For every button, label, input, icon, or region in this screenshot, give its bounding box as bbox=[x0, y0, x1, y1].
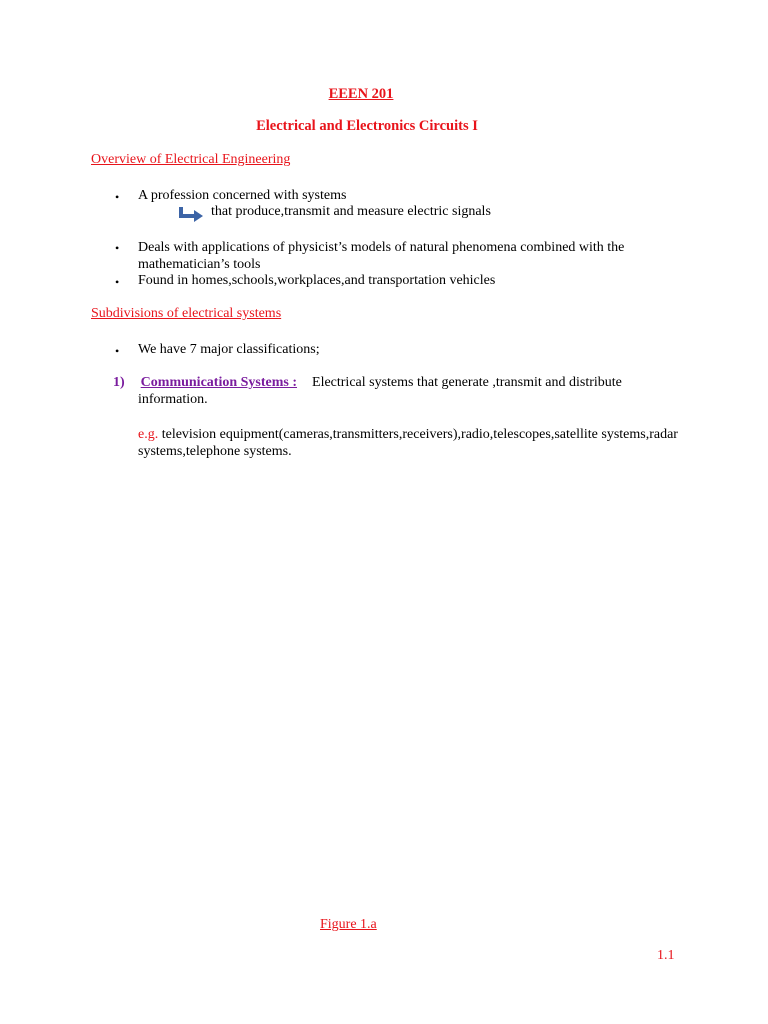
example-label: e.g. bbox=[138, 427, 159, 442]
bullet-dot: • bbox=[115, 241, 120, 255]
communication-systems-title: Communication Systems : bbox=[140, 375, 298, 390]
arrow-bent-right-icon bbox=[178, 206, 204, 222]
bullet-text: Deals with applications of physicist’s models of natural phenomena combined with the mathematician’s tools bbox=[138, 240, 625, 272]
bullet-text: We have 7 major classifications; bbox=[138, 342, 320, 357]
overview-heading: Overview of Electrical Engineering bbox=[91, 152, 291, 167]
page-number: 1.1 bbox=[657, 948, 675, 963]
bullet-text: Found in homes,schools,workplaces,and transportation vehicles bbox=[138, 273, 496, 288]
item-description: Electrical systems that generate ,transmit and distribute bbox=[312, 375, 622, 390]
bullet-dot: • bbox=[115, 344, 120, 358]
bullet-text: A profession concerned with systems bbox=[138, 188, 347, 203]
example-paragraph bbox=[138, 426, 698, 460]
course-code: EEEN 201 bbox=[328, 86, 394, 102]
bullet-dot: • bbox=[115, 190, 120, 204]
example-text: television equipment(cameras,transmitters,receivers),radio,telescopes,satellite systems,radar systems,telephone systems. bbox=[138, 427, 678, 459]
figure-caption: Figure 1.a bbox=[320, 917, 377, 932]
item-description-continued: information. bbox=[138, 392, 208, 407]
item-number: 1) bbox=[113, 375, 125, 390]
overview-bullet-1-subtext: that produce,transmit and measure electric signals bbox=[211, 204, 491, 219]
bullet-dot: • bbox=[115, 275, 120, 289]
classification-item-1 bbox=[113, 375, 622, 391]
subdivisions-heading: Subdivisions of electrical systems bbox=[91, 306, 282, 321]
course-title: Electrical and Electronics Circuits I bbox=[256, 118, 478, 134]
